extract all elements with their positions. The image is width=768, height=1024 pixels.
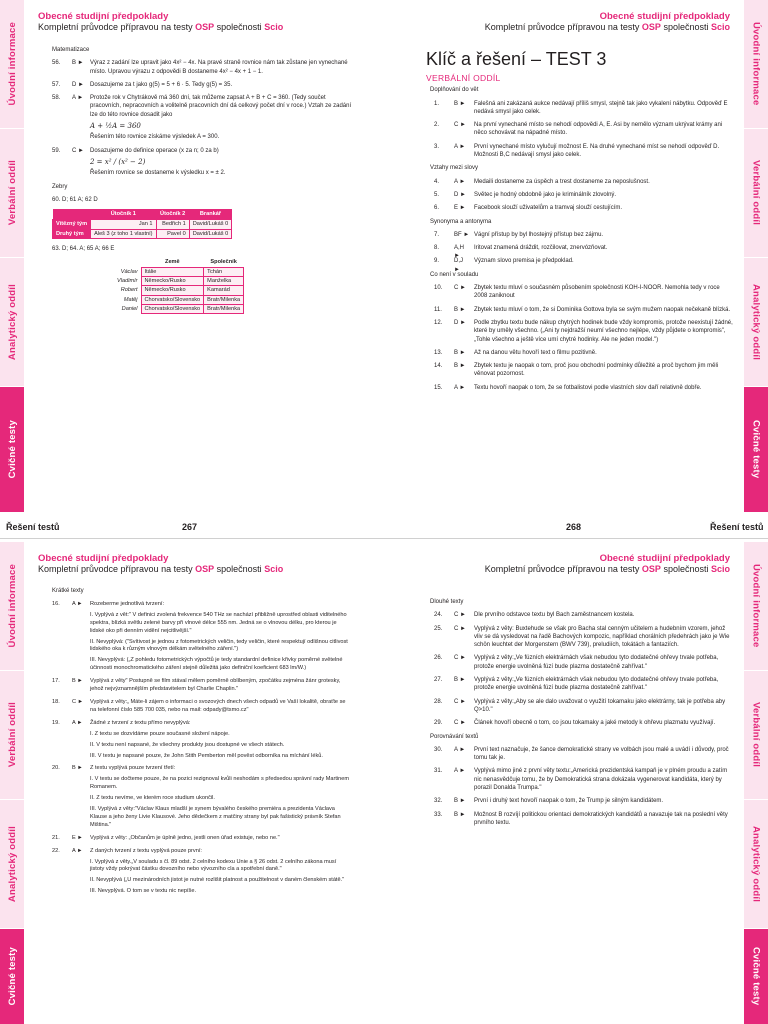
answer-letter: B ►	[454, 349, 466, 356]
footer-label: Řešení testů	[6, 522, 60, 532]
page-title: Klíč a řešení – TEST 3	[426, 49, 607, 69]
header-text: Scio	[264, 564, 284, 574]
answer-6	[422, 204, 734, 212]
explanation-text: První vynechané místo vylučují možnost E. Na druhé vynechané míst se nehodí odpověď D. Možnosti B,C nedávají smysl jako celek.	[474, 143, 720, 159]
answers-line: 63. D; 64. A; 65 A; 66 E	[52, 246, 115, 253]
side-tabs	[744, 542, 768, 1024]
explanation-text: Zbytek textu mluví o současném působením společnosti KOH-I-NOOR. Nemohla tedy v roce 2008 zaniknout	[474, 285, 720, 300]
answer-letter: B ►	[454, 306, 466, 313]
question-number: 58.	[52, 95, 61, 102]
answer-27	[422, 676, 734, 693]
question-number: 24.	[434, 612, 443, 619]
table-header-cell: Společník	[210, 259, 237, 266]
section-heading: Krátké texty	[52, 588, 84, 594]
header-text: Kompletní průvodce přípravou na testy	[484, 564, 640, 574]
explanation-text: Vyplývá z věty: Buxtehude se však pro Bacha stal cenným učitelem a hudebním vzorem, jehož vliv se dá vysledovat na řadě Bachových kompozic, například chorálních předehrách jako je Wie schön leuchtet der Morgenstern (BWV 739), preludiích, tokátách a fantaziích.	[474, 625, 730, 649]
answer-letter: D ►	[72, 81, 84, 88]
tab-label: Analytický oddíl	[6, 825, 18, 903]
question-number: 21.	[52, 834, 60, 841]
answer-14	[422, 362, 734, 379]
explanation-text: Vyplývá z věty:„Ve fúzních elektrárnách však nebudou tyto dodatečné ohřevy trvale potřeba, protože energie uvolněná fúzí bude plazma dostatečně zahřívat."	[474, 677, 719, 692]
answer-31	[422, 767, 734, 792]
page-270	[384, 542, 768, 1024]
explanation-text: Výraz z zadání lze upravit jako 4x² − 4x. Na pravé straně rovnice nám tak zůstane jen vynechané místo. Upravou výrazu z odpovědi B dostaneme 4x² − 4x + 1 − 1.	[90, 60, 348, 75]
tab-analyticky-oddil[interactable]	[744, 800, 768, 928]
explanation-text: Světec je hodný obdobně jako je kriminálník zlovolný.	[474, 191, 617, 198]
header-text: OSP	[641, 564, 661, 574]
question-number: 57.	[52, 81, 61, 88]
explanation-text: II. Nevyplývá („U mezinárodních jistot je nutné rozlišit platnost a použitelnost v daném členském státě."	[90, 877, 345, 884]
question-number: 56.	[52, 60, 61, 67]
explanation-text: Rozeberme jednotlivá tvrzení:	[90, 600, 164, 607]
side-tabs	[0, 0, 24, 512]
answer-13	[422, 349, 734, 357]
formula: A + ½A = 360	[90, 122, 141, 131]
answer-11	[422, 306, 734, 314]
question-number: 7.	[434, 231, 440, 238]
question-number: 4.	[434, 178, 440, 185]
tab-verbalni-oddil[interactable]	[0, 671, 24, 799]
answer-59	[34, 147, 352, 178]
answer-7	[422, 231, 734, 239]
question-number: 29.	[434, 720, 443, 727]
explanation-text: Textu hovoří naopak o tom, že se fotbalistovi podle vlastních slov daří relativně dobře.	[474, 384, 702, 391]
answer-15	[422, 384, 734, 392]
formula: 2 = x² / (x² − 2)	[90, 157, 146, 166]
question-number: 30.	[434, 746, 443, 753]
explanation-text: I. Vyplývá z věty.„V souladu s čl. 89 odst. 2 celního kodexu Unie a § 26 odst. 2 celního zákona musí jistoty vždy pokrývat částku dovozního nebo vývozního cla a spotřební daně."	[90, 858, 337, 873]
tab-label: Úvodní informace	[750, 564, 762, 648]
section-heading: Vztahy mezi slovy	[430, 165, 479, 172]
question-number: 10.	[434, 285, 443, 292]
explanation-text: Význam slovo premisa je předpoklad.	[474, 258, 574, 265]
question-number: 26.	[434, 655, 443, 662]
page-number: 268	[566, 522, 582, 532]
explanation-text: Vyplývá z věty:„ Máte-li zájem o informaci o svozových dnech všech odpadů ve Vaší lokalitě, obraťte se na telefonní číslo 585 700 035, nebo na mail: odpady@tsmo.cz"	[90, 698, 346, 713]
explanation-text: Na první vynechané místo se nehodí odpovědi A, E. Asi by nemělo význam ukrývat krámy ani něco schovávat na nápadné místo.	[474, 122, 723, 137]
explanation-text: Medaili dostaneme za úspěch a trest dostaneme za neposlušnost.	[474, 178, 650, 185]
answer-letter: D ►	[454, 191, 466, 198]
question-number: 13.	[434, 349, 443, 356]
answer-2	[422, 121, 734, 138]
header-text: společnosti	[216, 564, 262, 574]
table-row	[114, 276, 244, 285]
table-header-cell: Země	[165, 259, 180, 266]
page-269	[0, 542, 384, 1024]
answer-4	[422, 178, 734, 186]
explanation-text: III. V textu je napsané pouze, že John Stith Pemberton měl pověst odborníka na míchání léků.	[90, 752, 323, 759]
answer-letter: A ►	[72, 95, 84, 102]
answer-32	[422, 797, 734, 805]
table-cell: Vítězný tým	[53, 220, 91, 229]
page-content	[422, 594, 734, 832]
question-number: 11.	[434, 306, 442, 313]
table-cell: Vladimír	[117, 277, 138, 284]
header-subtitle	[38, 22, 283, 33]
page-268	[384, 0, 768, 512]
explanation-text: První i druhý text hovoří naopak o tom, že Trump je silným kandidátem.	[474, 798, 664, 805]
tab-cvicne-testy[interactable]	[744, 929, 768, 1024]
answer-letter: B ►	[454, 363, 466, 370]
table-cell: Německo/Rusko	[141, 286, 204, 295]
answer-letter: C ►	[454, 625, 466, 632]
section-heading: Matematizace	[52, 47, 90, 53]
answer-26	[422, 654, 734, 671]
answer-letter: D ►	[454, 319, 466, 326]
answer-29	[422, 719, 734, 727]
question-number: 28.	[434, 698, 443, 705]
tab-label: Cvičné testy	[750, 947, 762, 1006]
explanation-text: První text naznačuje, že šance demokratické strany ve volbách jsou malé a uvádí i důvody, proč tomu tak je.	[474, 746, 729, 762]
question-number: 9.	[434, 258, 440, 265]
answer-letter: B ►	[454, 798, 466, 805]
table-row	[53, 220, 232, 229]
side-tabs	[744, 0, 768, 512]
answer-letter: D,J ►	[454, 258, 463, 273]
explanation-text: Vyplývá mimo jiné z první věty textu:„Americká prezidentská kampaň je v plném proudu a zatím nic nenasvědčuje tomu, že by Demokratická strana dokázala vygenerovat kandidáta, který by porazil Donalda Trumpa."	[474, 768, 728, 792]
section-heading: Co není v souladu	[430, 271, 479, 278]
answer-letter: C ►	[72, 147, 84, 154]
tab-verbalni-oddil[interactable]	[0, 129, 24, 257]
explanation-text: Iritovat znamená dráždit, rozčilovat, znervózňovat.	[474, 245, 608, 252]
table-cell: Kamarád	[204, 286, 244, 295]
table-cell: Daniel	[121, 305, 138, 312]
table-cell: Chorvatsko/Slovensko	[141, 295, 204, 304]
question-number: 19.	[52, 719, 60, 726]
table-cell: Robert	[120, 287, 138, 294]
answer-letter: A ►	[454, 178, 466, 185]
answer-letter: C ►	[72, 698, 84, 705]
answer-letter: A ►	[454, 768, 466, 775]
answer-letter: A ►	[454, 746, 466, 753]
tab-label: Úvodní informace	[6, 564, 18, 648]
explanation-text: III. Nevyplývá: („Z pohledu fotometrických výpočtů je tedy standardní definice křivky poměrné světelné účinnosti monochromatického záření stejně důležitá jako definiční koeficient 683 lm/W.)	[90, 657, 343, 672]
page-header	[485, 553, 730, 575]
tab-uvodni-informace[interactable]	[0, 0, 24, 128]
answer-letter: A ►	[72, 719, 83, 726]
header-subtitle	[485, 22, 730, 33]
answer-9	[422, 257, 734, 273]
team-table	[52, 209, 232, 239]
section-title: VERBÁLNÍ ODDÍL	[426, 73, 501, 83]
explanation-text: Zbytek textu je naopak o tom, proč jsou obchodní podmínky důležité a proč bychom jim měli věnovat pozornost.	[474, 363, 719, 378]
explanation-text: Z textu vyplývá pouze tvrzení třetí:	[90, 765, 176, 772]
question-number: 33.	[434, 811, 443, 818]
answer-letter: A ►	[72, 600, 83, 607]
table-header-cell: Brankář	[189, 209, 231, 220]
answer-33	[422, 811, 734, 828]
explanation-text: Řešením této rovnice získáme výsledek A = 300.	[90, 134, 220, 141]
answer-letter: E ►	[72, 834, 83, 841]
question-number: 6.	[434, 205, 440, 212]
explanation-text: Vyplývá z věty: „Občanům je úplně jedno, jestli onen úřad existuje, nebo ne."	[90, 834, 280, 841]
answer-letter: B ►	[454, 811, 466, 818]
section-heading: Dlouhé texty	[430, 599, 464, 605]
question-number: 18.	[52, 698, 60, 705]
tab-analyticky-oddil[interactable]	[744, 258, 768, 386]
tab-verbalni-oddil[interactable]	[744, 671, 768, 799]
page-divider	[0, 538, 768, 539]
table-row	[53, 229, 232, 238]
answer-5	[422, 191, 734, 199]
question-number: 15.	[434, 384, 443, 391]
answer-58	[34, 94, 352, 141]
answer-letter: B ►	[72, 60, 84, 67]
section-heading: Doplňování do vět	[430, 87, 479, 94]
header-text: OSP	[195, 22, 215, 32]
table-cell: Německo/Rusko	[141, 276, 204, 285]
header-text: Scio	[264, 22, 284, 32]
answer-letter: B ►	[72, 765, 83, 772]
explanation-text: Podle zbytku textu bude nákup chytrých hodinek bude vždy kompromis, protože neexistují žádné, které by uměly všechno. („Ani ty nejdražší neumí všechno nejlépe, vždy půjdete o kompromis", „Tohle všechno a ještě více umí chytré hodinky. Ale ne jeden model.")	[474, 319, 733, 343]
answer-1	[422, 100, 734, 117]
answer-letter: C ►	[454, 698, 466, 705]
answer-16	[34, 601, 352, 673]
table-cell: Druhý tým	[53, 229, 91, 238]
header-title: Obecné studijní předpoklady	[38, 553, 169, 564]
answer-letter: B ►	[454, 100, 466, 107]
answer-letter: B ►	[454, 677, 466, 684]
tab-label: Verbální oddíl	[750, 702, 762, 768]
explanation-text: Dle prvního odstavce textu byl Bach zaměstnancem kostela.	[474, 612, 635, 619]
section-heading: Synonyma a antonyma	[430, 218, 492, 225]
section-heading: Zebry	[52, 183, 68, 190]
question-number: 2.	[434, 122, 440, 129]
explanation-text: II. Z textu nevíme, ve kterém roce studium ukončil.	[90, 795, 215, 802]
header-text: společnosti	[216, 22, 262, 32]
header-title: Obecné studijní předpoklady	[599, 11, 730, 22]
question-number: 22.	[52, 847, 60, 854]
table-cell: Manželka	[204, 276, 244, 285]
tab-label: Cvičné testy	[6, 420, 18, 479]
header-title: Obecné studijní předpoklady	[38, 11, 169, 22]
tab-cvicne-testy[interactable]	[744, 387, 768, 512]
answer-letter: C ►	[454, 285, 466, 292]
table-cell: Bratr/Milenka	[204, 304, 244, 313]
tab-verbalni-oddil[interactable]	[744, 129, 768, 257]
explanation-text: Vyplývá z věty:„Aby se ale dalo uvažovat o využití tokamaku jako elektrárny, tak je potřeba aby Q>10."	[474, 698, 726, 713]
table-row	[114, 304, 244, 313]
tab-label: Verbální oddíl	[6, 160, 18, 226]
answer-17	[34, 678, 352, 694]
explanation-text: III. Nevyplývá. O tom se v textu nic nepíše.	[90, 888, 197, 895]
answer-56	[34, 59, 352, 76]
answers-line: 60. D; 61 A; 62 D	[52, 196, 98, 203]
page-number: 267	[182, 522, 198, 532]
explanation-text: Facebook slouží uživatelům a tramvaj slouží cestujícím.	[474, 205, 623, 212]
table-header-cell	[114, 258, 141, 267]
header-text: Kompletní průvodce přípravou na testy	[38, 564, 193, 574]
question-number: 59.	[52, 147, 61, 154]
answer-28	[422, 698, 734, 715]
table-cell: Bedřich 1	[156, 220, 189, 229]
answer-18	[34, 699, 352, 715]
explanation-text: II. Nevyplývá: ("Svítivost je jednou z fotometrických veličin, tedy veličin, které respektují odlišnou citlivost lidského oka k různým vlnovým délkám světelného záření.")	[90, 638, 348, 653]
table-row	[114, 267, 244, 276]
table-cell: Aleš 3 (z toho 1 vlastní)	[91, 229, 156, 238]
question-number: 16.	[52, 600, 60, 607]
answer-3	[422, 143, 734, 160]
answer-22	[34, 848, 352, 897]
tab-cvicne-testy[interactable]	[0, 929, 24, 1024]
header-text: společnosti	[663, 22, 709, 32]
explanation-text: Z daných tvrzení z textu vyplývá pouze první:	[90, 847, 202, 854]
table-cell: David/Lukáš 0	[189, 229, 231, 238]
table-cell: Bratr/Milenka	[204, 295, 244, 304]
header-text: OSP	[641, 22, 661, 32]
explanation-text: Vyplývá z věty:„Ve fúzních elektrárnách však nebudou tyto dodatečné ohřevy trvale potřeba, protože energie uvolněná fúzí bude plazma dostatečně zahřívat."	[474, 655, 719, 670]
explanation-text: Vyplývá z věty" Postupně se film stával mělem poměrně oblíbeným, zpočátku zejména žánr grotesky, jehož nejvýznamnějším představitelem byl Charlie Chaplin."	[90, 678, 341, 693]
page-267	[0, 0, 384, 512]
tab-label: Úvodní informace	[750, 22, 762, 106]
explanation-text: Dosazujeme za t jako g(5) = 5 + 6 · 5. Tedy g(5) = 35.	[90, 81, 233, 88]
tab-label: Verbální oddíl	[6, 702, 18, 768]
answer-20	[34, 765, 352, 829]
explanation-text: II. V textu není napsané, že všechny produkty jsou dostupné ve všech státech.	[90, 741, 285, 748]
answer-21	[34, 835, 352, 843]
answer-12	[422, 319, 734, 344]
table-header-cell: Útočník 1	[91, 209, 156, 220]
question-number: 3.	[434, 143, 440, 150]
page-header	[38, 11, 283, 33]
explanation-text: I. Z textu se dozvídáme pouze současné složení nápoje.	[90, 730, 230, 737]
answer-19	[34, 720, 352, 761]
tab-label: Cvičné testy	[6, 947, 18, 1006]
question-number: 20.	[52, 765, 60, 772]
country-table	[114, 258, 244, 314]
table-cell: Tchán	[204, 267, 244, 276]
answer-letter: C ►	[454, 612, 466, 619]
explanation-text: Až na danou větu hovoří text o filmu pozitivně.	[474, 349, 597, 356]
page-content	[34, 584, 352, 901]
tab-label: Cvičné testy	[750, 420, 762, 479]
answer-letter: B ►	[72, 678, 83, 685]
question-number: 5.	[434, 191, 440, 198]
page-content	[34, 42, 352, 318]
table-cell: Václav	[120, 268, 138, 275]
question-number: 25.	[434, 625, 443, 632]
explanation-text: Možnost B rozvíjí politickou orientaci demokratických kandidátů a navazuje tak na poslední věty prvního textu.	[474, 811, 728, 826]
answer-letter: C ►	[454, 122, 466, 129]
answer-letter: A ►	[454, 384, 466, 391]
tab-label: Analytický oddíl	[6, 283, 18, 361]
explanation-text: Žádné z tvrzení z textu přímo nevyplývá:	[90, 719, 191, 726]
table-cell: Jan 1	[91, 220, 156, 229]
table-cell: Pavel 0	[156, 229, 189, 238]
table-cell: David/Lukáš 0	[189, 220, 231, 229]
tab-analyticky-oddil[interactable]	[0, 800, 24, 928]
tab-uvodni-informace[interactable]	[0, 542, 24, 670]
tab-cvicne-testy[interactable]	[0, 387, 24, 512]
explanation-text: Zbytek textu mluví o tom, že si Dominika Gottova byla se svým mužem naopak nečekaně blízká.	[474, 306, 731, 313]
explanation-text: III. Vyplývá z věty:"Václav Klaus mladší je synem bývalého českého premiéra a prezidenta Václava Klause a jeho ženy Livie Klausové. Jeho dědečkem z matčiny strany byl pak fašistický právník Stefan Miština."	[90, 806, 341, 828]
answer-letter: C ►	[454, 720, 466, 727]
explanation-text: Vágní přístup by byl lhostejný přístup bez zájmu.	[474, 231, 604, 238]
question-number: 8.	[434, 245, 440, 252]
page-content	[422, 42, 734, 397]
header-text: Scio	[710, 22, 730, 32]
answer-30	[422, 746, 734, 763]
footer-label: Řešení testů	[710, 522, 764, 532]
tab-uvodni-informace[interactable]	[744, 542, 768, 670]
explanation-text: Falešná ani zakázaná aukce nedávají příliš smysl, stejně tak jako vykalení nábytku. Odpověď E nedává smysl jako celek.	[474, 100, 728, 115]
question-number: 31.	[434, 768, 443, 775]
answer-letter: BF ►	[454, 231, 470, 238]
question-number: 14.	[434, 363, 443, 370]
page-header	[485, 11, 730, 33]
explanation-text: I. Vyplývá z vět:" V definici zvolená frekvence 540 THz se nachází přibližně uprostřed oblasti viditelného spektra, blízká světlu zelené barvy při vlnové délce 555 nm. Jedná se o vlnovou délku, pro kterou je lidské oko při denním vidění nejcitlivější."	[90, 611, 347, 634]
question-number: 32.	[434, 798, 443, 805]
question-number: 17.	[52, 678, 60, 685]
table-cell: Chorvatsko/Slovensko	[141, 304, 204, 313]
tab-label: Analytický oddíl	[750, 825, 762, 903]
question-number: 27.	[434, 677, 443, 684]
header-subtitle	[485, 564, 730, 575]
page-header	[38, 553, 283, 575]
header-text: OSP	[195, 564, 215, 574]
table-cell: Itálie	[141, 267, 204, 276]
answer-letter: A ►	[72, 847, 83, 854]
table-row	[114, 286, 244, 295]
tab-label: Úvodní informace	[6, 22, 18, 106]
question-number: 1.	[434, 100, 440, 107]
answer-letter: E ►	[454, 205, 466, 212]
header-title: Obecné studijní předpoklady	[599, 553, 730, 564]
explanation-text: Článek hovoří obecně o tom, co jsou tokamaky a jaké metody k ohřevu plazmatu využívají.	[474, 720, 716, 727]
header-text: Kompletní průvodce přípravou na testy	[38, 22, 193, 32]
answer-24	[422, 611, 734, 619]
explanation-text: Řešením rovnice se dostaneme k výsledku x = ± 2.	[90, 170, 226, 177]
answer-8	[422, 244, 734, 260]
answer-letter: C ►	[454, 655, 466, 662]
table-cell: Matěj	[123, 296, 138, 303]
tab-label: Analytický oddíl	[750, 283, 762, 361]
answer-57	[34, 81, 352, 89]
section-heading: Porovnávání textů	[430, 733, 479, 740]
header-text: Kompletní průvodce přípravou na testy	[484, 22, 640, 32]
explanation-text: Dosazujeme do definice operace (x za n; 0 za b)	[90, 147, 219, 154]
tab-label: Verbální oddíl	[750, 160, 762, 226]
question-number: 12.	[434, 319, 443, 326]
answer-letter: A ►	[454, 143, 466, 150]
table-row	[114, 295, 244, 304]
table-header-cell: Útočník 2	[156, 209, 189, 220]
side-tabs	[0, 542, 24, 1024]
answer-letter: A,H ►	[454, 245, 465, 260]
tab-uvodni-informace[interactable]	[744, 0, 768, 128]
answer-25	[422, 625, 734, 650]
explanation-text: Protože rok v Chytrákově má 360 dní, tak můžeme zapsat A + B + C = 360. (Tedy součet pracovních, nepracovních a volitelně pracovních dní dá celkový počet dní v roce.) Vztah ze zadání lze do této rovnice dosadit jako	[90, 95, 352, 118]
tab-analyticky-oddil[interactable]	[0, 258, 24, 386]
header-subtitle	[38, 564, 283, 575]
answer-10	[422, 284, 734, 301]
header-text: Scio	[710, 564, 730, 574]
explanation-text: I. V textu se dočteme pouze, že na pozici rezignoval kvůli neshodám s předsedou správní rady Martinem Romanem.	[90, 776, 350, 791]
table-header-cell	[53, 209, 91, 220]
header-text: společnosti	[663, 564, 709, 574]
